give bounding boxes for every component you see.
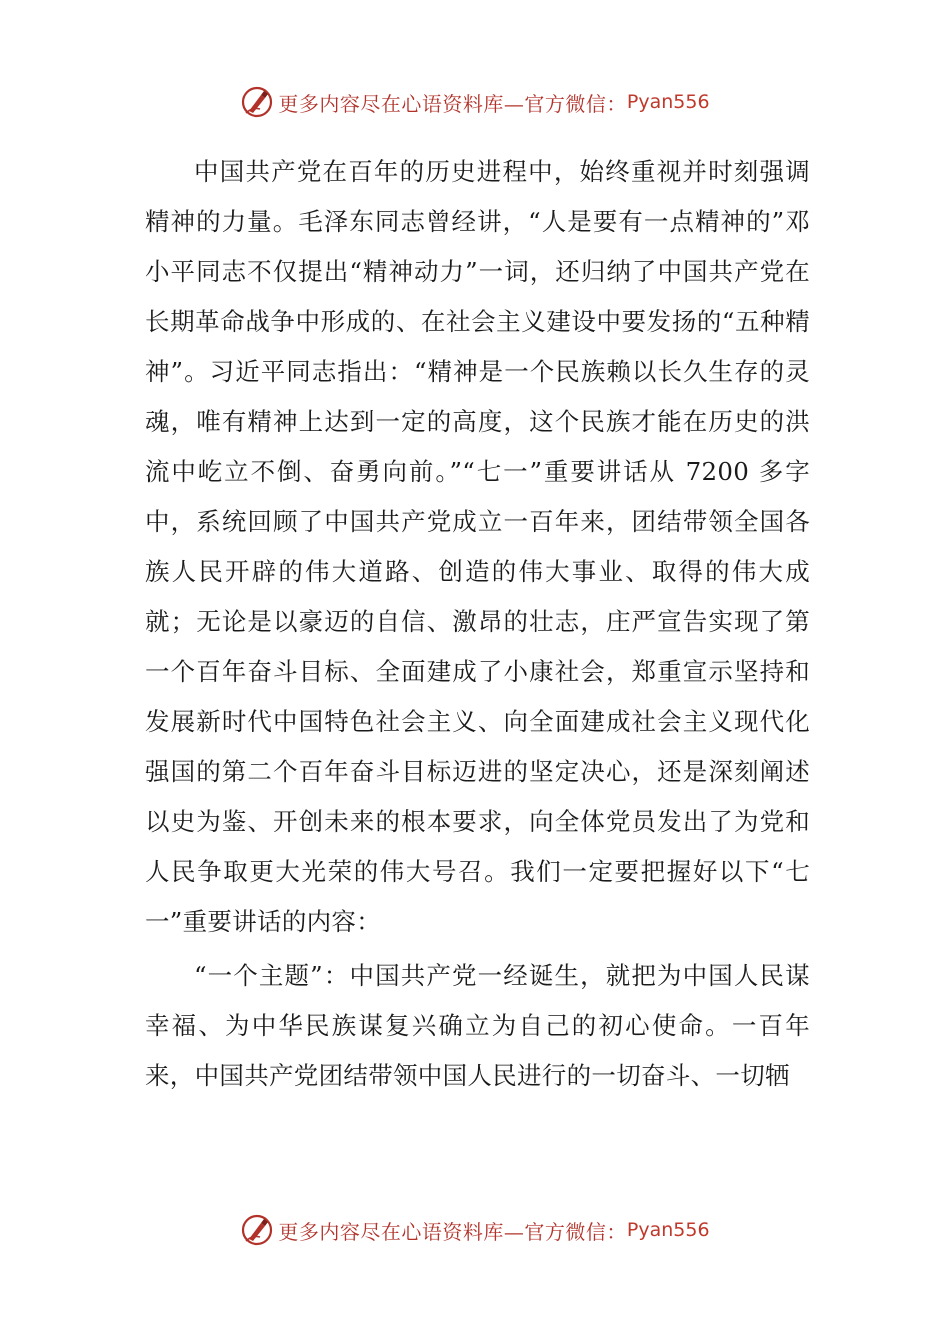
- header-banner: [0, 82, 950, 122]
- header-banner-handle: Pyan556: [626, 91, 710, 113]
- pen-nib-logo-icon: [240, 1213, 274, 1247]
- footer-banner: [0, 1210, 950, 1250]
- document-body: [145, 147, 810, 1101]
- header-banner-text: 更多内容尽在心语资料库—官方微信：: [278, 91, 627, 116]
- footer-banner-handle: Pyan556: [626, 1219, 710, 1241]
- body-paragraph-2: “一个主题”：中国共产党一经诞生，就把为中国人民谋幸福、为中华民族谋复兴确立为自己的初心使命。一百年来，中国共产党团结带领中国人民进行的一切奋斗、一切牺: [145, 961, 810, 1090]
- footer-banner-text: 更多内容尽在心语资料库—官方微信：: [278, 1219, 627, 1244]
- pen-nib-logo-icon: [240, 85, 274, 119]
- body-paragraph-1: 中国共产党在百年的历史进程中，始终重视并时刻强调精神的力量。毛泽东同志曾经讲，“人是要有一点精神的”邓小平同志不仅提出“精神动力”一词，还归纳了中国共产党在长期革命战争中形成的、在社会主义建设中要发扬的“五种精神”。习近平同志指出：“精神是一个民族赖以长久生存的灵魂，唯有精神上达到一定的高度，这个民族才能在历史的洪流中屹立不倒、奋勇向前。”“七一”重要讲话从 7200 多字中，系统回顾了中国共产党成立一百年来，团结带领全国各族人民开辟的伟大道路、创造的伟大事业、取得的伟大成就；无论是以豪迈的自信、激昂的壮志，庄严宣告实现了第一个百年奋斗目标、全面建成了小康社会，郑重宣示坚持和发展新时代中国特色社会主义、向全面建成社会主义现代化强国的第二个百年奋斗目标迈进的坚定决心，还是深刻阐述以史为鉴、开创未来的根本要求，向全体党员发出了为党和人民争取更大光荣的伟大号召。我们一定要把握好以下“七一”重要讲话的内容：: [145, 157, 810, 936]
